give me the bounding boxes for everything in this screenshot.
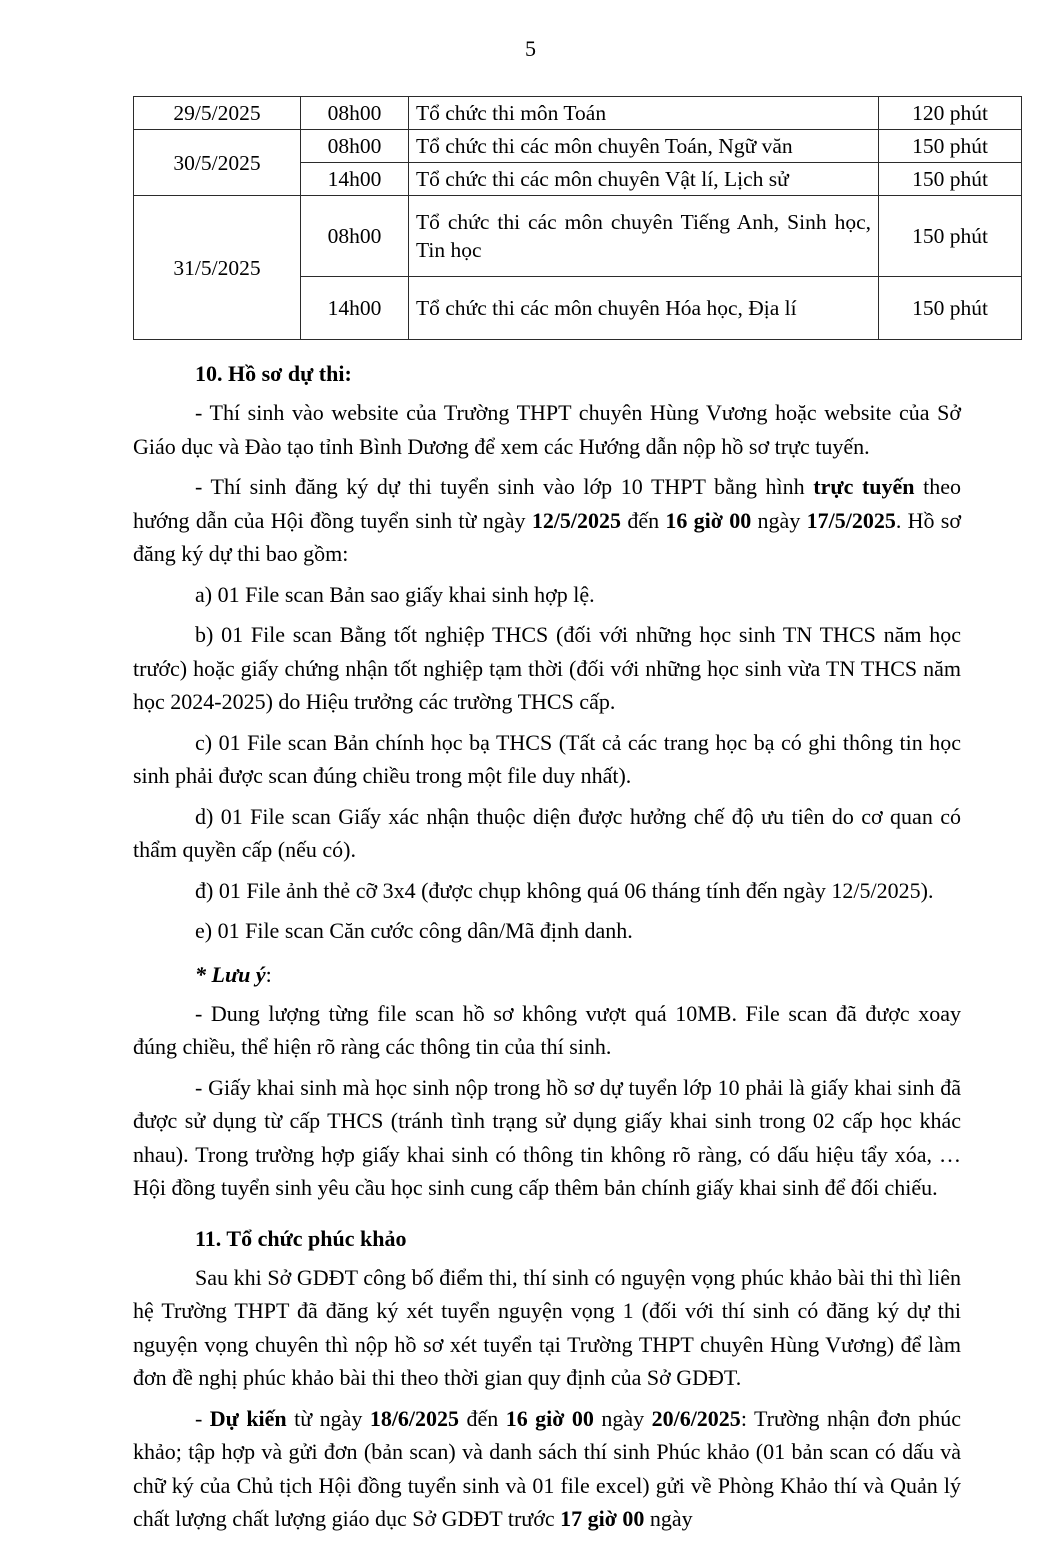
reg-bold-deadline-time: 16 giờ 00 (665, 507, 752, 533)
cell-time: 08h00 (301, 130, 409, 163)
paragraph-note-1: - Dung lượng từng file scan hồ sơ không vượt quá 10MB. File scan đã được xoay đúng chiều, thể hiện rõ ràng các thông tin của thí sinh. (133, 1000, 961, 1059)
paragraph-item-d: d) 01 File scan Giấy xác nhận thuộc diện được hưởng chế độ ưu tiên do cơ quan có thẩm quyền cấp (nếu có). (133, 803, 961, 862)
rev-text-2: từ ngày (286, 1405, 370, 1431)
reg-bold-online: trực tuyến (813, 474, 915, 499)
table-row (134, 196, 1022, 277)
rev-text-5: : Trường nhận đơn phúc khảo; tập hợp và gửi đơn (bản scan) và danh sách thí sinh Phúc khảo (01 bản scan có dấu và chữ ký của Chủ tịch Hội đồng tuyển sinh và 01 file excel) gửi về Phòng Khảo thí và Quản lý chất lượng chất lượng giáo dục Sở GDĐT trước (133, 1405, 962, 1531)
exam-schedule-table (133, 96, 1022, 340)
reg-bold-start-date: 12/5/2025 (531, 507, 622, 533)
table-row (134, 130, 1022, 163)
rev-bold-expected: Dự kiến (209, 1405, 287, 1431)
paragraph-item-c: c) 01 File scan Bản chính học bạ THCS (Tất cả các trang học bạ có ghi thông tin học sinh phải được scan đúng chiều trong một file duy nhất). (133, 729, 961, 788)
cell-date: 30/5/2025 (134, 130, 301, 196)
cell-duration: 150 phút (879, 277, 1022, 340)
cell-time: 08h00 (301, 97, 409, 130)
paragraph-item-dd: đ) 01 File ảnh thẻ cỡ 3x4 (được chụp không quá 06 tháng tính đến ngày 12/5/2025). (195, 877, 934, 903)
paragraph-review-schedule (133, 1402, 961, 1536)
paragraph-item-b: b) 01 File scan Bằng tốt nghiệp THCS (đối với những học sinh TN THCS năm học trước) hoặc giấy chứng nhận tốt nghiệp tạm thời (đối với những học sinh vừa TN THCS năm học 2024-2025) do Hiệu trưởng các trường THCS cấp. (133, 622, 961, 714)
cell-duration: 150 phút (879, 130, 1022, 163)
reg-text-4: ngày (751, 507, 807, 533)
paragraph-registration (133, 470, 961, 571)
paragraph-item-e: e) 01 File scan Căn cước công dân/Mã định danh. (195, 918, 633, 943)
page-content (133, 96, 988, 1543)
rev-text-1: - (195, 1405, 210, 1431)
rev-bold-end-date: 20/6/2025 (651, 1405, 741, 1431)
note-colon: : (265, 961, 272, 987)
rev-text-6: ngày (644, 1506, 693, 1531)
reg-text-3: đến (621, 507, 666, 533)
cell-duration: 120 phút (879, 97, 1022, 130)
paragraph-item-a: a) 01 File scan Bản sao giấy khai sinh hợp lệ. (195, 581, 595, 607)
reg-bold-end-date: 17/5/2025 (806, 507, 896, 533)
cell-description: Tổ chức thi các môn chuyên Vật lí, Lịch sử (409, 163, 879, 196)
note-heading (133, 958, 961, 991)
cell-description: Tổ chức thi các môn chuyên Toán, Ngữ văn (409, 130, 879, 163)
cell-duration: 150 phút (879, 163, 1022, 196)
reg-text-2: theo hướng dẫn của Hội đồng tuyển sinh từ ngày (133, 474, 961, 533)
reg-text-1: - Thí sinh đăng ký dự thi tuyển sinh vào lớp 10 THPT bằng hình (195, 474, 814, 499)
rev-text-4: ngày (593, 1405, 652, 1431)
heading-section-11: 11. Tổ chức phúc khảo (195, 1225, 407, 1251)
note-label: * Lưu ý (195, 961, 266, 987)
table-row (134, 97, 1022, 130)
rev-bold-final-time: 17 giờ 00 (560, 1506, 645, 1531)
cell-description: Tổ chức thi môn Toán (409, 97, 879, 130)
cell-time: 08h00 (301, 196, 409, 277)
rev-bold-deadline-time: 16 giờ 00 (505, 1405, 594, 1431)
cell-duration: 150 phút (879, 196, 1022, 277)
rev-bold-start-date: 18/6/2025 (369, 1405, 460, 1431)
page-number: 5 (525, 36, 536, 61)
rev-text-3: đến (459, 1405, 506, 1431)
heading-section-10: 10. Hồ sơ dự thi: (195, 361, 352, 386)
cell-description: Tổ chức thi các môn chuyên Hóa học, Địa lí (409, 277, 879, 340)
paragraph-review-intro: Sau khi Sở GDĐT công bố điểm thi, thí sinh có nguyện vọng phúc khảo bài thi thì liên hệ Trường THPT đã đăng ký xét tuyển nguyện vọng 1 (đối với thí sinh có đăng ký dự thi nguyện vọng chuyên thì nộp hồ sơ xét tuyển tại Trường THPT chuyên Hùng Vương) để làm đơn đề nghị phúc khảo bài thi theo thời gian quy định của Sở GDĐT. (133, 1264, 961, 1390)
cell-time: 14h00 (301, 277, 409, 340)
cell-description: Tổ chức thi các môn chuyên Tiếng Anh, Sinh học, Tin học (409, 196, 879, 277)
cell-time: 14h00 (301, 163, 409, 196)
paragraph-website: - Thí sinh vào website của Trường THPT chuyên Hùng Vương hoặc website của Sở Giáo dục và Đào tạo tỉnh Bình Dương để xem các Hướng dẫn nộp hồ sơ trực tuyến. (133, 400, 961, 459)
reg-text-5: . Hồ sơ đăng ký dự thi bao gồm: (133, 507, 962, 566)
paragraph-note-2: - Giấy khai sinh mà học sinh nộp trong hồ sơ dự tuyển lớp 10 phải là giấy khai sinh đã được sử dụng từ cấp THCS (tránh tình trạng sử dụng giấy khai sinh trong 02 cấp học khác nhau). Trong trường hợp giấy khai sinh có thông tin không rõ ràng, có dấu hiệu tẩy xóa, … Hội đồng tuyển sinh yêu cầu học sinh cung cấp thêm bản chính giấy khai sinh để đối chiếu. (133, 1074, 961, 1200)
cell-date: 29/5/2025 (134, 97, 301, 130)
cell-date: 31/5/2025 (134, 196, 301, 340)
